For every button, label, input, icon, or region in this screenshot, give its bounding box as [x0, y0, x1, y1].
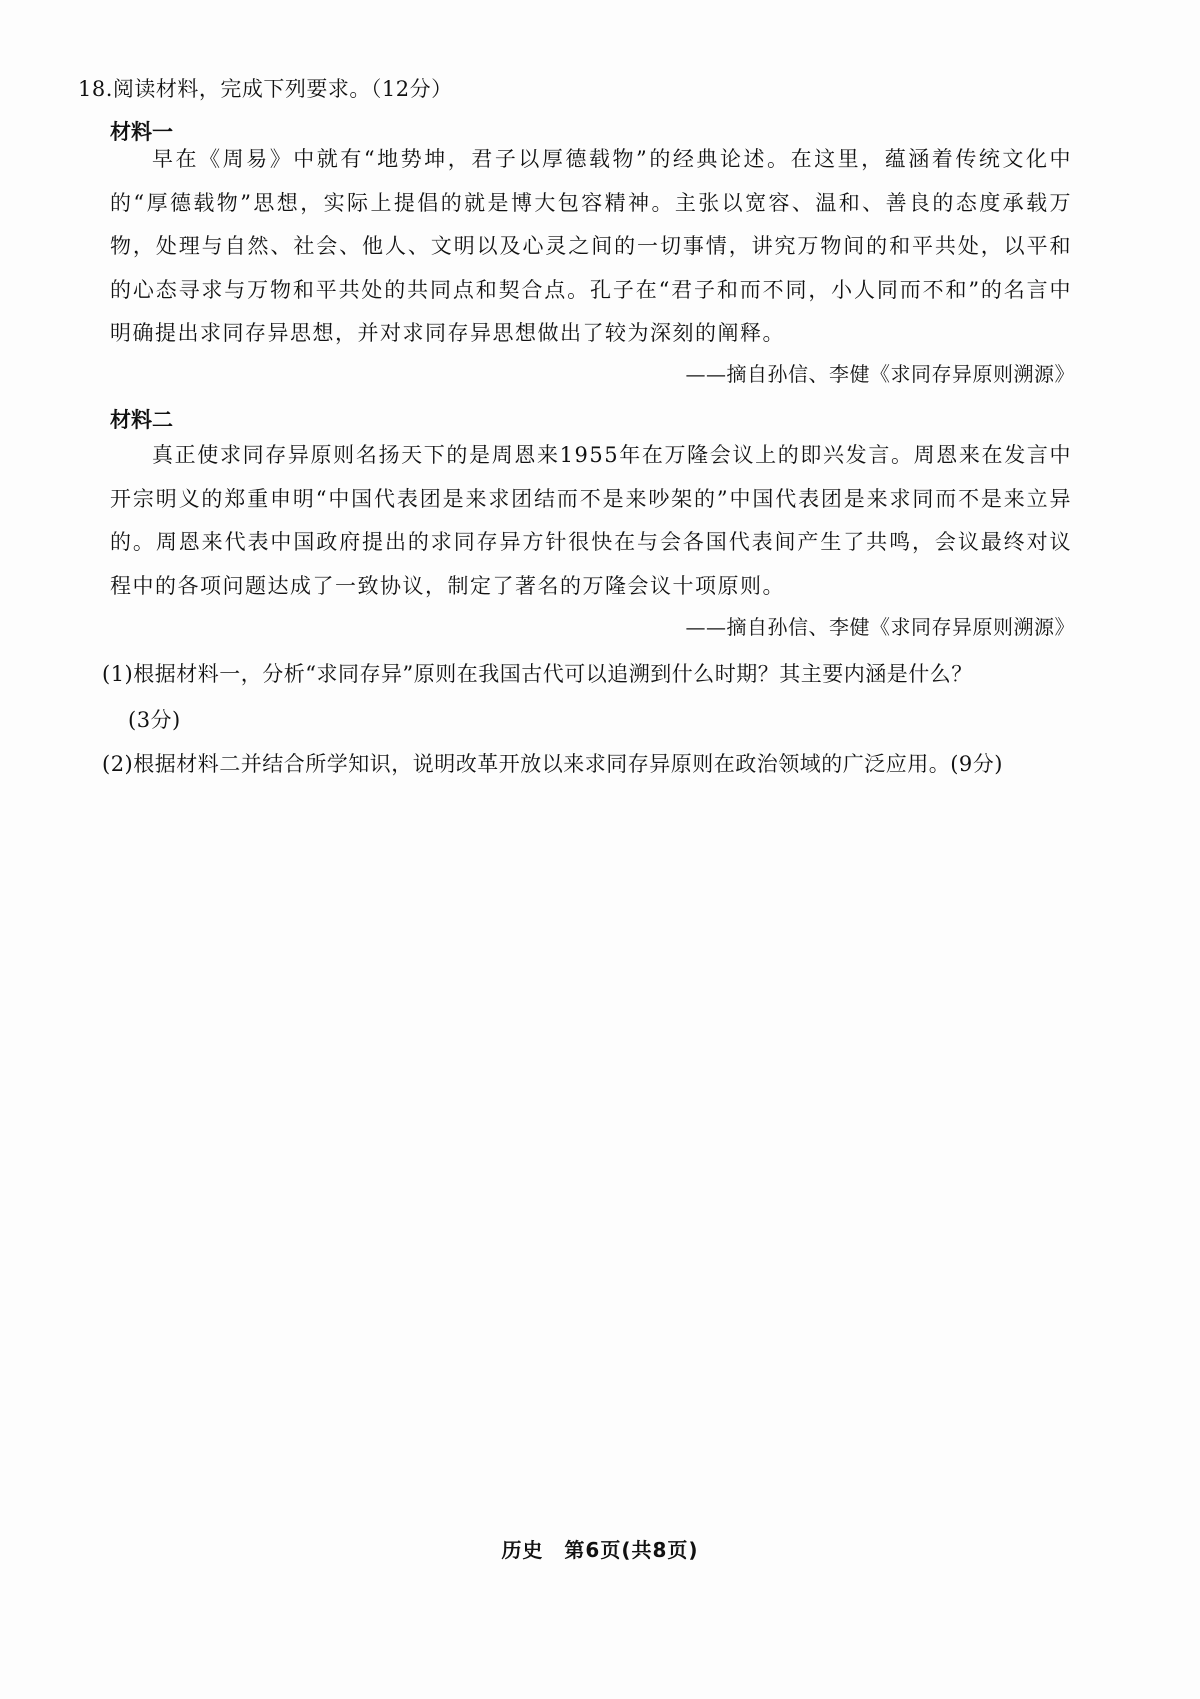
- question-one-line1: (1)根据材料一，分析“求同存异”原则在我国古代可以追溯到什么时期？其主要内涵是什么？: [102, 662, 973, 686]
- material-one-source: ——摘自孙信、李健《求同存异原则溯源》: [685, 362, 1075, 386]
- question-one: [102, 651, 1077, 743]
- page-footer: 历史 第6页(共8页): [501, 1538, 699, 1562]
- material-one-text: 早在《周易》中就有“地势坤，君子以厚德载物”的经典论述。在这里，蕴涵着传统文化中的“厚德载物”思想，实际上提倡的就是博大包容精神。主张以宽容、温和、善良的态度承载万物，处理与自然、社会、他人、文明以及心灵之间的一切事情，讲究万物间的和平共处，以平和的心态寻求与万物和平共处的共同点和契合点。孔子在“君子和而不同，小人同而不和”的名言中明确提出求同存异思想，并对求同存异思想做出了较为深刻的阐释。: [110, 147, 1072, 345]
- material-two-text: 真正使求同存异原则名扬天下的是周恩来1955年在万隆会议上的即兴发言。周恩来在发言中开宗明义的郑重申明“中国代表团是来求团结而不是来吵架的”中国代表团是来求同而不是来立异的。周恩来代表中国政府提出的求同存异方针很快在与会各国代表间产生了共鸣，会议最终对议程中的各项问题达成了一致协议，制定了著名的万隆会议十项原则。: [110, 443, 1072, 598]
- material-two-heading: 材料二: [110, 408, 173, 432]
- material-one-heading: 材料一: [110, 120, 173, 144]
- material-two-source: ——摘自孙信、李健《求同存异原则溯源》: [685, 615, 1075, 639]
- question-two: (2)根据材料二并结合所学知识，说明改革开放以来求同存异原则在政治领域的广泛应用。(9分): [102, 752, 1003, 776]
- question-one-points: (3分): [128, 708, 181, 732]
- question-title: 18.阅读材料，完成下列要求。（12分）: [78, 77, 453, 101]
